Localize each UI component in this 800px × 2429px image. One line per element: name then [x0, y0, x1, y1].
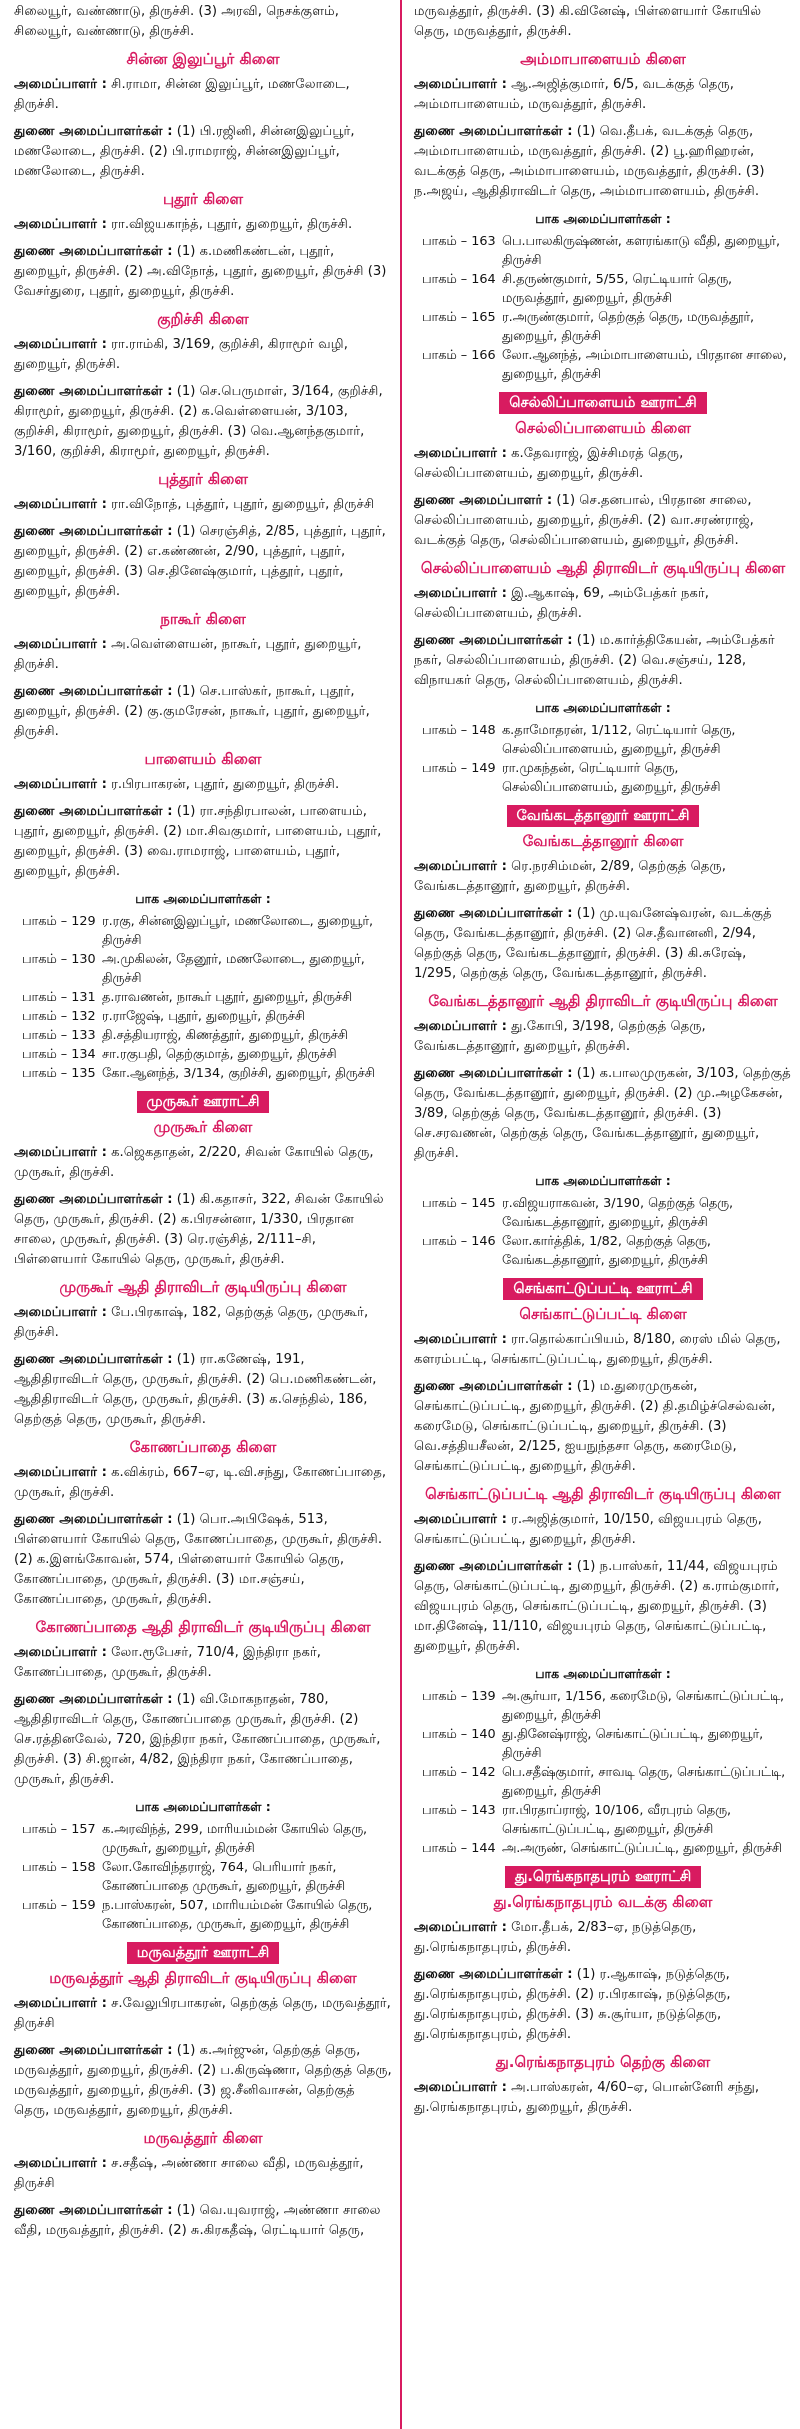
member-paragraph: [14, 1350, 392, 1430]
member-text: க.விக்ரம், 667–ஏ, டி.வி.சந்து, கோணப்பாதை, முருகூர், திருச்சி.: [14, 1465, 387, 1500]
role-label: அமைப்பாளர் :: [414, 1332, 507, 1347]
member-paragraph: [14, 2201, 392, 2241]
member-paragraph: [414, 1965, 792, 2045]
booth-list: [14, 1820, 392, 1934]
role-label: துணை அமைப்பாளர்கள் :: [14, 804, 173, 819]
member-text: ச.வேலுபிரபாகரன், தெற்குத் தெரு, மருவத்தூர், திருச்சி: [14, 1996, 391, 2031]
member-paragraph: [414, 122, 792, 202]
booth-member: லோ.கார்த்திக், 1/82, தெற்குத் தெரு, வேங்கடத்தானூர், துறையூர், திருச்சி: [502, 1234, 711, 1268]
role-label: அமைப்பாளர் :: [414, 859, 507, 874]
branch-heading: புத்தூர் கிளை: [158, 470, 248, 488]
member-text: (1) செரஞ்சித், 2/85, புத்தூர், புதூர், துறையூர், திருச்சி. (2) எ.கண்ணன், 2/90, புத்தூர், புதூர், துறையூர், திருச்சி. (3) செ.தினேஷ்குமார், புத்தூர், புதூர், துறையூர், திருச்சி.: [14, 524, 386, 599]
panchayat-title: முருகூர் ஊராட்சி: [137, 1091, 270, 1113]
booth-member: அ.அருண், செங்காட்டுப்பட்டி, துறையூர், திருச்சி: [502, 1841, 782, 1856]
member-paragraph: [14, 382, 392, 462]
member-paragraph: [14, 802, 392, 882]
booth-member: ர.ராஜேஷ், புதூர், துறையூர், திருச்சி: [102, 1009, 305, 1024]
role-label: அமைப்பாளர் :: [14, 777, 107, 792]
role-label: அமைப்பாளர் :: [14, 1645, 107, 1660]
booth-section-label: பாக அமைப்பாளர்கள் :: [135, 891, 271, 906]
booth-row: [14, 1007, 392, 1026]
member-text: (1) க.மணிகண்டன், புதூர், துறையூர், திருச்சி. (2) அ.விநோத், புதூர், துறையூர், திருச்சி (3) வேசர்துரை, புதூர், துறையூர், திருச்சி.: [14, 244, 387, 299]
branch-heading: முருகூர் ஆதி திராவிடர் குடியிருப்பு கிளை: [59, 1278, 347, 1296]
booth-member: க.அரவிந்த், 299, மாரியம்மன் கோயில் தெரு, முருகூர், துறையூர், திருச்சி: [102, 1822, 368, 1856]
member-paragraph: [14, 2, 392, 42]
member-text: (1) ரா.சந்திரபாலன், பாளையம், புதூர், துறையூர், திருச்சி. (2) மா.சிவகுமார், பாளையம், புதூர், துறையூர், திருச்சி. (3) வை.ராமராஜ், பாளையம், புதூர், துறையூர், திருச்சி.: [14, 804, 382, 879]
booth-member: க.தாமோதரன், 1/112, ரெட்டியார் தெரு, செல்லிப்பாளையம், துறையூர், திருச்சி: [502, 723, 736, 757]
role-label: துணை அமைப்பாளர்கள் :: [414, 1967, 573, 1982]
role-label: துணை அமைப்பாளர்கள் :: [414, 1559, 573, 1574]
booth-number: பாகம் – 164: [422, 272, 496, 287]
booth-number: பாகம் – 135: [22, 1066, 96, 1081]
member-paragraph: [14, 242, 392, 302]
member-paragraph: [14, 1463, 392, 1503]
member-text: (1) க.அர்ஜுன், தெற்குத் தெரு, மருவத்தூர், துறையூர், திருச்சி. (2) ப.கிருஷ்ணா, தெற்குத் தெரு, மருவத்தூர், துறையூர், திருச்சி. (3) ஜ.சீனிவாசன், தெற்குத் தெரு, மருவத்தூர், துறையூர், திருச்சி.: [14, 2043, 392, 2118]
booth-number: பாகம் – 144: [422, 1841, 496, 1856]
booth-row: [414, 1839, 792, 1858]
member-text: க.ஜெகதாதன், 2/220, சிவன் கோயில் தெரு, முருகூர், திருச்சி.: [14, 1145, 374, 1180]
booth-number: பாகம் – 139: [422, 1689, 496, 1704]
booth-list: [414, 1687, 792, 1858]
member-text: (1) பி.ரஜினி, சின்னஇலுப்பூர், மணலோடை, திருச்சி. (2) பி.ராமராஜ், சின்னஇலுப்பூர், மணலோடை, திருச்சி.: [14, 124, 355, 179]
branch-heading: து.ரெங்கநாதபுரம் வடக்கு கிளை: [493, 1893, 713, 1911]
member-paragraph: [14, 215, 392, 235]
member-text: ரா.விநோத், புத்தூர், புதூர், துறையூர், திருச்சி: [106, 497, 375, 512]
role-label: அமைப்பாளர் :: [414, 1920, 507, 1935]
member-paragraph: [14, 1690, 392, 1790]
role-label: துணை அமைப்பாளர்கள் :: [414, 124, 573, 139]
role-label: துணை அமைப்பாளர்கள் :: [414, 906, 573, 921]
member-text: (1) ந.பாஸ்கர், 11/44, விஜயபுரம் தெரு, செங்காட்டுப்பட்டி, துறையூர், திருச்சி. (2) க.ராம்குமார், விஜயபுரம் தெரு, செங்காட்டுப்பட்டி, துறையூர், திருச்சி. (3) மா.தினேஷ், 11/110, விஜயபுரம் தெரு, செங்காட்டுப்பட்டி, துறையூர், திருச்சி.: [414, 1559, 780, 1654]
member-paragraph: [14, 1190, 392, 1270]
branch-heading: து.ரெங்கநாதபுரம் தெற்கு கிளை: [495, 2053, 711, 2071]
booth-number: பாகம் – 163: [422, 234, 496, 249]
member-text: பே.பிரகாஷ், 182, தெற்குத் தெரு, முருகூர், திருச்சி.: [14, 1305, 369, 1340]
role-label: துணை அமைப்பாளர்கள் :: [14, 124, 173, 139]
branch-heading: குறிச்சி கிளை: [157, 310, 249, 328]
booth-member: ர.அருண்குமார், தெற்குத் தெரு, மருவத்தூர், துறையூர், திருச்சி: [502, 310, 755, 344]
branch-heading: செங்காட்டுப்பட்டி கிளை: [519, 1305, 687, 1323]
booth-number: பாகம் – 143: [422, 1803, 496, 1818]
member-paragraph: [414, 2, 792, 42]
booth-member: சி.தருண்குமார், 5/55, ரெட்டியார் தெரு, மருவத்தூர், துறையூர், திருச்சி: [502, 272, 733, 306]
member-paragraph: [14, 1303, 392, 1343]
booth-section-label: பாக அமைப்பாளர்கள் :: [535, 1173, 671, 1188]
booth-number: பாகம் – 148: [422, 723, 496, 738]
member-paragraph: [14, 335, 392, 375]
member-text: ரா.தொல்காப்பியம், 8/180, ரைஸ் மில் தெரு, களரம்பட்டி, செங்காட்டுப்பட்டி, துறையூர், திருச்சி.: [414, 1332, 781, 1367]
role-label: அமைப்பாளர் :: [414, 586, 507, 601]
branch-heading: கோணப்பாதை ஆதி திராவிடர் குடியிருப்பு கிளை: [35, 1618, 371, 1636]
member-paragraph: [14, 122, 392, 182]
booth-number: பாகம் – 157: [22, 1822, 96, 1837]
booth-row: [14, 1820, 392, 1858]
role-label: அமைப்பாளர் :: [414, 1512, 507, 1527]
member-text: (1) கி.கதாசர், 322, சிவன் கோயில் தெரு, முருகூர், திருச்சி. (2) க.பிரசன்னா, 1/330, பிரதான சாலை, முருகூர், திருச்சி. (3) ரெ.ரஞ்சித், 2/111–சி, பிள்ளையார் கோயில் தெரு, முருகூர், திருச்சி.: [14, 1192, 384, 1267]
booth-member: த.ராவணன், நாகூர் புதூர், துறையூர், திருச்சி: [102, 990, 352, 1005]
member-text: (1) ர.ஆகாஷ், நடுத்தெரு, து.ரெங்கநாதபுரம், திருச்சி. (2) ர.பிரகாஷ், நடுத்தெரு, து.ரெங்கநாதபுரம், திருச்சி. (3) சு.சூர்யா, நடுத்தெரு, து.ரெங்கநாதபுரம், திருச்சி.: [414, 1967, 731, 2042]
role-label: அமைப்பாளர் :: [14, 337, 107, 352]
member-text: (1) ம.துரைமுருகன், செங்காட்டுப்பட்டி, துறையூர், திருச்சி. (2) தி.தமிழ்ச்செல்வன், கரைமேடு, செங்காட்டுப்பட்டி, துறையூர், திருச்சி. (3) வெ.சத்தியசீலன், 2/125, ஐயநுந்தசா தெரு, கரைமேடு, செங்காட்டுப்பட்டி, துறையூர், திருச்சி.: [414, 1379, 776, 1474]
booth-number: பாகம் – 133: [22, 1028, 96, 1043]
panchayat-banner: [414, 1278, 792, 1300]
member-text: மோ.தீபக், 2/83–ஏ, நடுத்தெரு, து.ரெங்கநாதபுரம், திருச்சி.: [414, 1920, 697, 1955]
member-text: ர.பிரபாகரன், புதூர், துறையூர், திருச்சி.: [106, 777, 340, 792]
role-label: துணை அமைப்பாளர்கள் :: [14, 524, 173, 539]
member-paragraph: [14, 1643, 392, 1683]
member-text: (1) வெ.யுவராஜ், அண்ணா சாலை வீதி, மருவத்தூர், திருச்சி. (2) சு.கிரகதீஷ், ரெட்டியார் தெரு,: [14, 2203, 381, 2238]
role-label: அமைப்பாளர் :: [14, 497, 107, 512]
right-column: [400, 0, 800, 2429]
booth-number: பாகம் – 158: [22, 1860, 96, 1875]
panchayat-banner: [414, 392, 792, 414]
member-text: (1) ம.கார்த்திகேயன், அம்பேத்கர் நகர், செல்லிப்பாளையம், திருச்சி. (2) வெ.சஞ்சய், 128, விநாயகர் தெரு, செல்லிப்பாளையம், திருச்சி.: [414, 633, 775, 688]
member-paragraph: [14, 2154, 392, 2194]
role-label: அமைப்பாளர் :: [14, 1305, 107, 1320]
booth-member: கோ.ஆனந்த், 3/134, குறிச்சி, துறையூர், திருச்சி: [102, 1066, 375, 1081]
member-text: (1) வெ.தீபக், வடக்குத் தெரு, அம்மாபாளையம், மருவத்தூர், திருச்சி. (2) பூ.ஹரிஹரன், வடக்குத் தெரு, அம்மாபாளையம், மருவத்தூர், திருச்சி. (3) ந.அஜய், ஆதிதிராவிடர் தெரு, அம்மாபாளையம், திருச்சி.: [414, 124, 765, 199]
member-text: ஆ.அஜித்குமார், 6/5, வடக்குத் தெரு, அம்மாபாளையம், மருவத்தூர், திருச்சி.: [414, 77, 734, 112]
booth-number: பாகம் – 134: [22, 1047, 96, 1062]
role-label: அமைப்பாளர் :: [14, 77, 107, 92]
booth-row: [414, 346, 792, 384]
panchayat-banner: [14, 1942, 392, 1964]
member-text: லோ.ரூபேசர், 710/4, இந்திரா நகர், கோணப்பாதை, முருகூர், திருச்சி.: [14, 1645, 321, 1680]
branch-heading: செங்காட்டுப்பட்டி ஆதி திராவிடர் குடியிருப்பு கிளை: [425, 1485, 781, 1503]
branch-heading: மருவத்தூர் கிளை: [143, 2129, 263, 2147]
member-text: (1) ரா.கணேஷ், 191, ஆதிதிராவிடர் தெரு, முருகூர், திருச்சி. (2) பெ.மணிகண்டன், ஆதிதிராவிடர் தெரு, முருகூர், திருச்சி. (3) க.செந்தில், 186, தெற்குத் தெரு, முருகூர், திருச்சி.: [14, 1352, 377, 1427]
member-text: இ.ஆகாஷ், 69, அம்பேத்கர் நகர், செல்லிப்பாளையம், திருச்சி.: [414, 586, 709, 621]
booth-row: [414, 1801, 792, 1839]
role-label: துணை அமைப்பாளர்கள் :: [14, 2203, 173, 2218]
member-text: அ.பாஸ்கரன், 4/60–ஏ, பொன்னேரி சந்து, து.ரெங்கநாதபுரம், துறையூர், திருச்சி.: [414, 2080, 760, 2115]
booth-member: சா.ரகுபதி, தெற்குமாத், துறையூர், திருச்சி: [102, 1047, 337, 1062]
booth-number: பாகம் – 145: [422, 1196, 496, 1211]
member-text: சிலையூர், வண்ணாடு, திருச்சி. (3) அரவி, நெசக்குளம், சிலையூர், வண்ணாடு, திருச்சி.: [14, 4, 339, 39]
branch-heading: பாளையம் கிளை: [144, 750, 262, 768]
booth-number: பாகம் – 165: [422, 310, 496, 325]
booth-member: லோ.ஆனந்த், அம்மாபாளையம், பிரதான சாலை, துறையூர், திருச்சி: [502, 348, 787, 382]
member-paragraph: [14, 635, 392, 675]
booth-member: ர.விஜயராகவன், 3/190, தெற்குத் தெரு, வேங்கடத்தானூர், துறையூர், திருச்சி: [502, 1196, 734, 1230]
panchayat-title: து.ரெங்கநாதபுரம் ஊராட்சி: [505, 1866, 701, 1888]
booth-number: பாகம் – 132: [22, 1009, 96, 1024]
booth-row: [414, 1232, 792, 1270]
member-paragraph: [414, 904, 792, 984]
branch-heading: சின்ன இலுப்பூர் கிளை: [126, 50, 280, 68]
member-text: ரெ.நரசிம்மன், 2/89, தெற்குத் தெரு, வேங்கடத்தானூர், துறையூர், திருச்சி.: [414, 859, 726, 894]
booth-row: [414, 1725, 792, 1763]
booth-member: தி.சத்தியராஜ், கிணத்தூர், துறையூர், திருச்சி: [102, 1028, 348, 1043]
booth-row: [414, 1194, 792, 1232]
booth-row: [414, 759, 792, 797]
member-paragraph: [414, 75, 792, 115]
branch-heading: கோணப்பாதை கிளை: [129, 1438, 277, 1456]
role-label: துணை அமைப்பாளர்கள் :: [414, 633, 573, 648]
booth-member: பெ.சதீஷ்குமார், சாவடி தெரு, செங்காட்டுப்பட்டி, துறையூர், திருச்சி: [502, 1765, 786, 1799]
booth-member: ரா.முகந்தன், ரெட்டியார் தெரு, செல்லிப்பாளையம், துறையூர், திருச்சி: [502, 761, 721, 795]
booth-row: [14, 1064, 392, 1083]
member-text: (1) செ.பாஸ்கர், நாகூர், புதூர், துறையூர், திருச்சி. (2) கு.குமரேசன், நாகூர், புதூர், துறையூர், திருச்சி.: [14, 684, 370, 739]
member-text: (1) செ.தனபால், பிரதான சாலை, செல்லிப்பாளையம், துறையூர், திருச்சி. (2) வா.சரண்ராஜ், வடக்குத் தெரு, செல்லிப்பாளையம், துறையூர், திருச்சி.: [414, 493, 754, 548]
member-text: (1) செ.பெருமாள், 3/164, குறிச்சி, கிராமூர், துறையூர், திருச்சி. (2) க.வெள்ளையன், 3/103, குறிச்சி, கிராமூர், துறையூர், திருச்சி. (3) வெ.ஆனந்தகுமார், 3/160, குறிச்சி, கிராமூர், துறையூர், திருச்சி.: [14, 384, 383, 459]
member-paragraph: [414, 1918, 792, 1958]
member-text: ரா.விஜயகாந்த், புதூர், துறையூர், திருச்சி.: [106, 217, 353, 232]
member-text: து.கோபி, 3/198, தெற்குத் தெரு, வேங்கடத்தானூர், துறையூர், திருச்சி.: [414, 1019, 706, 1054]
member-paragraph: [14, 775, 392, 795]
member-text: (1) க.பாலமுருகன், 3/103, தெற்குத் தெரு, வேங்கடத்தானூர், துறையூர், திருச்சி. (2) மு.அழகேசன், 3/89, தெற்குத் தெரு, வேங்கடத்தானூர், திருச்சி. (3) செ.சரவணன், தெற்குத் தெரு, வேங்கடத்தானூர், துறையூர், திருச்சி.: [414, 1066, 791, 1161]
member-text: க.தேவராஜ், இச்சிமரத் தெரு, செல்லிப்பாளையம், துறையூர், திருச்சி.: [414, 446, 684, 481]
role-label: அமைப்பாளர் :: [14, 1145, 107, 1160]
booth-row: [14, 988, 392, 1007]
booth-member: லோ.கோவிந்தராஜ், 764, பெரியார் நகர், கோணப்பாதை முருகூர், துறையூர், திருச்சி: [102, 1860, 346, 1894]
branch-heading: வேங்கடத்தானூர் ஆதி திராவிடர் குடியிருப்பு கிளை: [428, 992, 778, 1010]
booth-row: [14, 950, 392, 988]
branch-heading: வேங்கடத்தானூர் கிளை: [522, 832, 684, 850]
booth-member: து.தினேஷ்ராஜ், செங்காட்டுப்பட்டி, துறையூர், திருச்சி: [502, 1727, 764, 1761]
member-paragraph: [414, 584, 792, 624]
role-label: அமைப்பாளர் :: [14, 637, 107, 652]
booth-number: பாகம் – 149: [422, 761, 496, 776]
member-paragraph: [414, 1557, 792, 1657]
booth-list: [414, 232, 792, 384]
role-label: அமைப்பாளர் :: [14, 1996, 107, 2011]
branch-heading: முருகூர் கிளை: [153, 1118, 253, 1136]
booth-list: [414, 1194, 792, 1270]
role-label: துணை அமைப்பாளர்கள் :: [414, 1379, 573, 1394]
role-label: துணை அமைப்பாளர்கள் :: [14, 384, 173, 399]
member-paragraph: [414, 1017, 792, 1057]
booth-number: பாகம் – 146: [422, 1234, 496, 1249]
member-paragraph: [14, 1994, 392, 2034]
branch-heading: அம்மாபாளையம் கிளை: [520, 50, 686, 68]
booth-row: [414, 721, 792, 759]
member-paragraph: [414, 1330, 792, 1370]
role-label: அமைப்பாளர் :: [14, 1465, 107, 1480]
member-paragraph: [414, 491, 792, 551]
panchayat-title: மருவத்தூர் ஊராட்சி: [127, 1942, 280, 1964]
branch-heading: செல்லிப்பாளையம் கிளை: [515, 419, 691, 437]
booth-number: பாகம் – 130: [22, 952, 96, 967]
booth-member: ந.பாஸ்கரன், 507, மாரியம்மன் கோயில் தெரு, கோணப்பாதை, முருகூர், துறையூர், திருச்சி: [102, 1898, 373, 1932]
booth-member: அ.முகிலன், தேனூர், மணலோடை, துறையூர், திருச்சி: [102, 952, 365, 986]
booth-member: அ.சூர்யா, 1/156, கரைமேடு, செங்காட்டுப்பட்டி, துறையூர், திருச்சி: [502, 1689, 785, 1723]
booth-row: [14, 1045, 392, 1064]
role-label: துணை அமைப்பாளர் :: [414, 493, 553, 508]
booth-row: [14, 1026, 392, 1045]
booth-row: [414, 1763, 792, 1801]
branch-heading: மருவத்தூர் ஆதி திராவிடர் குடியிருப்பு கிளை: [49, 1969, 357, 1987]
member-paragraph: [414, 857, 792, 897]
booth-member: ரா.பிரதாப்ராஜ், 10/106, வீரபுரம் தெரு, செங்காட்டுப்பட்டி, துறையூர், திருச்சி: [502, 1803, 732, 1837]
booth-list: [14, 912, 392, 1083]
role-label: அமைப்பாளர் :: [414, 1019, 507, 1034]
member-text: ர.அஜித்குமார், 10/150, விஜயபுரம் தெரு, செங்காட்டுப்பட்டி, துறையூர், திருச்சி.: [414, 1512, 762, 1547]
booth-number: பாகம் – 142: [422, 1765, 496, 1780]
role-label: துணை அமைப்பாளர்கள் :: [14, 684, 173, 699]
booth-section-label: பாக அமைப்பாளர்கள் :: [535, 1666, 671, 1681]
member-paragraph: [14, 682, 392, 742]
booth-row: [14, 1896, 392, 1934]
role-label: அமைப்பாளர் :: [414, 77, 507, 92]
member-paragraph: [414, 1377, 792, 1477]
panchayat-title: செல்லிப்பாளையம் ஊராட்சி: [499, 392, 706, 414]
member-paragraph: [414, 1510, 792, 1550]
booth-member: ர.ரகு, சின்னஇலுப்பூர், மணலோடை, துறையூர், திருச்சி: [102, 914, 374, 948]
branch-heading: செல்லிப்பாளையம் ஆதி திராவிடர் குடியிருப்பு கிளை: [420, 559, 786, 577]
booth-row: [414, 270, 792, 308]
member-text: (1) பொ.அபிஷேக், 513, பிள்ளையார் கோயில் தெரு, கோணப்பாதை, முருகூர், திருச்சி. (2) க.இளங்கோவன், 574, பிள்ளையார் கோயில் தெரு, கோணப்பாதை, முருகூர், திருச்சி. (3) மா.சஞ்சய், கோணப்பாதை, முருகூர், திருச்சி.: [14, 1512, 383, 1607]
role-label: அமைப்பாளர் :: [414, 446, 507, 461]
role-label: துணை அமைப்பாளர்கள் :: [14, 1192, 173, 1207]
booth-row: [14, 912, 392, 950]
role-label: அமைப்பாளர் :: [14, 2156, 107, 2171]
panchayat-title: வேங்கடத்தானூர் ஊராட்சி: [507, 805, 700, 827]
branch-heading: புதூர் கிளை: [162, 190, 244, 208]
role-label: துணை அமைப்பாளர்கள் :: [14, 244, 173, 259]
member-paragraph: [414, 444, 792, 484]
member-paragraph: [14, 1510, 392, 1610]
member-paragraph: [414, 631, 792, 691]
booth-number: பாகம் – 140: [422, 1727, 496, 1742]
member-text: அ.வெள்ளையன், நாகூர், புதூர், துறையூர், திருச்சி.: [14, 637, 362, 672]
booth-row: [414, 1687, 792, 1725]
booth-list: [414, 721, 792, 797]
member-paragraph: [414, 1064, 792, 1164]
booth-section-label: பாக அமைப்பாளர்கள் :: [135, 1799, 271, 1814]
member-paragraph: [414, 2078, 792, 2118]
role-label: துணை அமைப்பாளர்கள் :: [14, 1512, 173, 1527]
booth-number: பாகம் – 159: [22, 1898, 96, 1913]
panchayat-banner: [414, 1866, 792, 1888]
booth-row: [414, 308, 792, 346]
member-text: ரா.ராம்கி, 3/169, குறிச்சி, கிராமூர் வழி, துறையூர், திருச்சி.: [14, 337, 348, 372]
member-text: சி.ராமா, சின்ன இலுப்பூர், மணலோடை, திருச்சி.: [14, 77, 350, 112]
role-label: அமைப்பாளர் :: [14, 217, 107, 232]
member-paragraph: [14, 75, 392, 115]
booth-number: பாகம் – 131: [22, 990, 96, 1005]
member-paragraph: [14, 2041, 392, 2121]
branch-heading: நாகூர் கிளை: [160, 610, 246, 628]
panchayat-banner: [414, 805, 792, 827]
member-text: (1) வி.மோகநாதன், 780, ஆதிதிராவிடர் தெரு, கோணப்பாதை முருகூர், திருச்சி. (2) செ.ரத்தினவேல், 720, இந்திரா நகர், கோணப்பாதை, முருகூர், திருச்சி. (3) சி.ஜான், 4/82, இந்திரா நகர், கோணப்பாதை, முருகூர், திருச்சி.: [14, 1692, 381, 1787]
booth-member: பெ.பாலகிருஷ்ணன், களரங்காடு வீதி, துறையூர், திருச்சி: [502, 234, 781, 268]
member-paragraph: [14, 522, 392, 602]
booth-row: [414, 232, 792, 270]
booth-number: பாகம் – 166: [422, 348, 496, 363]
role-label: அமைப்பாளர் :: [414, 2080, 507, 2095]
booth-number: பாகம் – 129: [22, 914, 96, 929]
member-text: (1) மு.யுவனேஷ்வரன், வடக்குத் தெரு, வேங்கடத்தானூர், திருச்சி. (2) செ.தீவானனி, 2/94, தெற்குத் தெரு, வேங்கடத்தானூர், திருச்சி. (3) கி.சுரேஷ், 1/295, தெற்குத் தெரு, வேங்கடத்தானூர், திருச்சி.: [414, 906, 772, 981]
booth-section-label: பாக அமைப்பாளர்கள் :: [535, 700, 671, 715]
member-text: மருவத்தூர், திருச்சி. (3) கி.வினேஷ், பிள்ளையார் கோயில் தெரு, மருவத்தூர், திருச்சி.: [414, 4, 762, 39]
role-label: துணை அமைப்பாளர்கள் :: [414, 1066, 573, 1081]
role-label: துணை அமைப்பாளர்கள் :: [14, 2043, 173, 2058]
booth-row: [14, 1858, 392, 1896]
member-text: ச.சதீஷ், அண்ணா சாலை வீதி, மருவத்தூர், திருச்சி: [14, 2156, 364, 2191]
member-paragraph: [14, 495, 392, 515]
panchayat-title: செங்காட்டுப்பட்டி ஊராட்சி: [503, 1278, 702, 1300]
role-label: துணை அமைப்பாளர்கள் :: [14, 1352, 173, 1367]
member-paragraph: [14, 1143, 392, 1183]
panchayat-banner: [14, 1091, 392, 1113]
role-label: துணை அமைப்பாளர்கள் :: [14, 1692, 173, 1707]
booth-section-label: பாக அமைப்பாளர்கள் :: [535, 211, 671, 226]
